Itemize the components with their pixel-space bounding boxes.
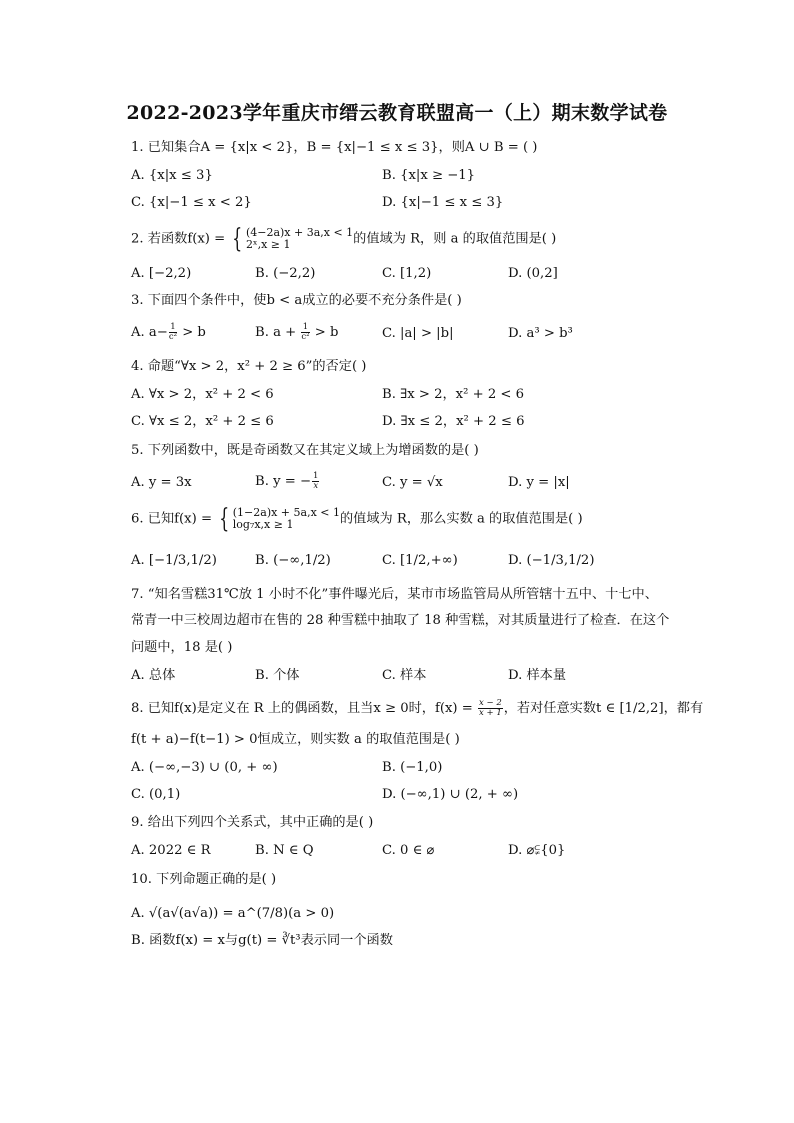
question-7-option-d: D. 样本量 xyxy=(508,668,567,683)
question-2-option-d: D. (0,2] xyxy=(508,266,558,281)
question-10-stem: 10. 下列命题正确的是( ) xyxy=(131,872,277,887)
question-7-line-2: 常青一中三校周边超市在售的 28 种雪糕中抽取了 18 种雪糕，对其质量进行了检查．在这个 xyxy=(131,613,670,628)
question-8-option-c: C. (0,1) xyxy=(131,787,181,802)
fraction xyxy=(169,323,177,342)
fraction-numerator: 1 xyxy=(313,471,319,481)
question-7-option-b: B. 个体 xyxy=(255,668,300,683)
question-1-stem: 1. 已知集合A = {x|x < 2}，B = {x|−1 ≤ x ≤ 3}，则A ∪ B = ( ) xyxy=(131,140,538,155)
question-3-option-c: C. |a| > |b| xyxy=(382,326,454,341)
question-2-pre: 2. 若函数f(x) = xyxy=(131,231,230,247)
question-3-option-a xyxy=(131,323,206,342)
question-4-option-b: B. ∃x > 2，x² + 2 < 6 xyxy=(382,387,525,402)
question-9-option-d: D. ⌀⫋{0} xyxy=(508,843,566,858)
question-5-option-c: C. y = √x xyxy=(382,475,443,490)
question-8-line-2: f(t + a)−f(t−1) > 0恒成立，则实数 a 的取值范围是( ) xyxy=(131,732,460,747)
question-7-line-3: 问题中，18 是( ) xyxy=(131,640,233,655)
question-6-pre: 6. 已知f(x) = xyxy=(131,511,217,527)
question-6-option-c: C. [1/2,+∞) xyxy=(382,553,458,568)
question-5-option-a: A. y = 3x xyxy=(131,475,192,490)
fraction-denominator: x xyxy=(313,481,319,491)
question-2-piece-2: 2ˣ,x ≥ 1 xyxy=(245,238,291,251)
question-5-stem: 5. 下列函数中，既是奇函数又在其定义域上为增函数的是( ) xyxy=(131,443,479,458)
question-8-post: ，若对任意实数t ∈ [1/2,2]，都有 xyxy=(503,701,704,716)
question-9-option-c: C. 0 ∈ ⌀ xyxy=(382,843,435,858)
exam-title: 2022-2023学年重庆市缙云教育联盟高一（上）期末数学试卷 xyxy=(126,102,668,124)
question-9-option-b: B. N ∈ Q xyxy=(255,843,314,858)
question-7-line-1: 7. “知名雪糕31℃放 1 小时不化”事件曝光后，某市市场监管局从所管辖十五中、十七中、 xyxy=(131,587,658,602)
question-6-post: 的值域为 R，那么实数 a 的取值范围是( ) xyxy=(339,511,583,527)
question-6-piece-2: log₇x,x ≥ 1 xyxy=(232,518,294,531)
question-2-stem xyxy=(131,224,557,254)
fraction-denominator: c² xyxy=(168,332,177,342)
question-3-option-d: D. a³ > b³ xyxy=(508,326,573,341)
option-b-text: B. a + xyxy=(255,325,301,340)
question-1-option-a: A. {x|x ≤ 3} xyxy=(131,168,213,183)
fraction-numerator: 1 xyxy=(302,322,309,332)
fraction xyxy=(478,699,503,718)
fraction-denominator: x + 1 xyxy=(479,708,502,718)
question-2-post: 的值域为 R，则 a 的取值范围是( ) xyxy=(353,231,557,247)
question-5-option-b xyxy=(255,472,320,491)
question-6-option-b: B. (−∞,1/2) xyxy=(255,553,331,568)
fraction-numerator: 1 xyxy=(170,322,176,332)
question-4-option-d: D. ∃x ≤ 2，x² + 2 ≤ 6 xyxy=(382,414,525,429)
question-8-option-d: D. (−∞,1) ∪ (2, + ∞) xyxy=(382,787,519,802)
piecewise-brace: { (1−2a)x + 5a,x < 1 log₇x,x ≥ 1 xyxy=(219,504,340,534)
question-2-option-c: C. [1,2) xyxy=(382,266,432,281)
question-6-option-d: D. (−1/3,1/2) xyxy=(508,553,595,568)
question-7-option-a: A. 总体 xyxy=(131,668,176,683)
question-4-option-c: C. ∀x ≤ 2，x² + 2 ≤ 6 xyxy=(131,414,274,429)
question-7-option-c: C. 样本 xyxy=(382,668,427,683)
question-3-option-b xyxy=(255,323,338,342)
question-8-option-a: A. (−∞,−3) ∪ (0, + ∞) xyxy=(131,760,278,775)
question-6-stem xyxy=(131,504,583,534)
question-9-stem: 9. 给出下列四个关系式，其中正确的是( ) xyxy=(131,815,374,830)
question-10-option-a: A. √(a√(a√a)) = a^(7/8)(a > 0) xyxy=(131,906,335,921)
question-2-option-b: B. (−2,2) xyxy=(255,266,316,281)
question-1-option-c: C. {x|−1 ≤ x < 2} xyxy=(131,195,252,210)
fraction xyxy=(312,472,319,491)
question-4-option-a: A. ∀x > 2，x² + 2 < 6 xyxy=(131,387,274,402)
question-1-option-b: B. {x|x ≥ −1} xyxy=(382,168,476,183)
question-2-piece-1: (4−2a)x + 3a,x < 1 xyxy=(245,226,354,239)
question-6-piece-1: (1−2a)x + 5a,x < 1 xyxy=(232,506,340,519)
question-9-option-a: A. 2022 ∈ R xyxy=(131,843,211,858)
option-a-tail: > b xyxy=(178,325,206,340)
question-2-option-a: A. [−2,2) xyxy=(131,266,192,281)
option-a-text: A. a− xyxy=(131,325,168,340)
option-b-text: B. y = − xyxy=(255,474,312,489)
option-b-tail: > b xyxy=(310,325,339,340)
question-3-stem: 3. 下面四个条件中，使b < a成立的必要不充分条件是( ) xyxy=(131,293,462,308)
fraction xyxy=(301,323,309,342)
question-1-option-d: D. {x|−1 ≤ x ≤ 3} xyxy=(382,195,504,210)
fraction-numerator: x − 2 xyxy=(479,698,502,708)
question-4-stem: 4. 命题“∀x > 2，x² + 2 ≥ 6”的否定( ) xyxy=(131,359,367,374)
question-5-option-d: D. y = |x| xyxy=(508,475,570,490)
question-8-option-b: B. (−1,0) xyxy=(382,760,443,775)
question-8-line-1 xyxy=(131,699,703,718)
question-8-pre: 8. 已知f(x)是定义在 R 上的偶函数，且当x ≥ 0时，f(x) = xyxy=(131,701,477,716)
question-6-option-a: A. [−1/3,1/2) xyxy=(131,553,217,568)
piecewise-brace: { (4−2a)x + 3a,x < 1 2ˣ,x ≥ 1 xyxy=(232,224,354,254)
fraction-denominator: c² xyxy=(301,332,310,342)
question-10-option-b: B. 函数f(x) = x与g(t) = ∛t³表示同一个函数 xyxy=(131,933,393,948)
